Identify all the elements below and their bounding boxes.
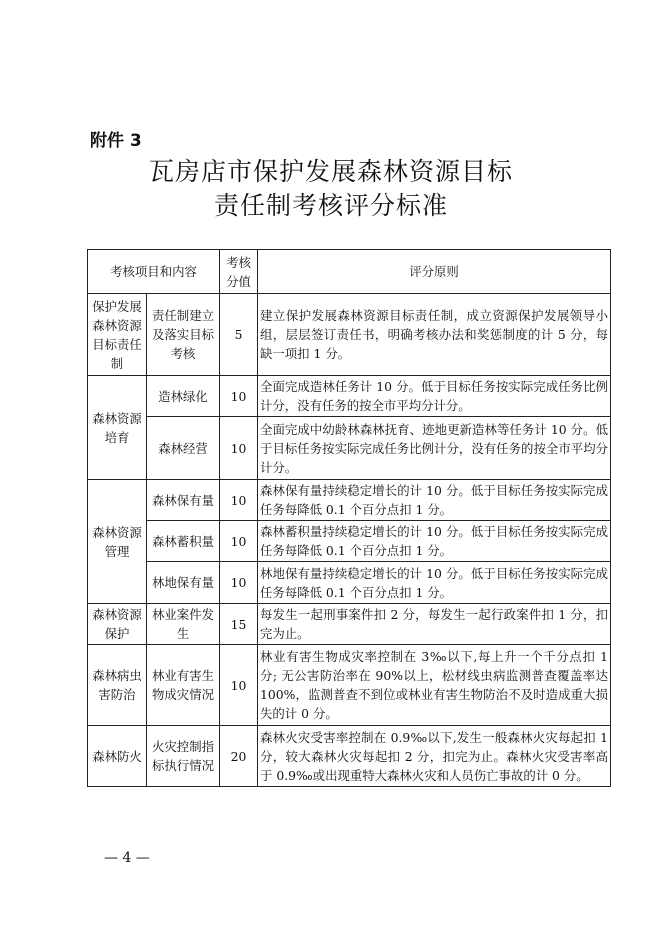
score-cell: 10: [220, 480, 258, 521]
item-cell: 林业案件发生: [147, 604, 220, 645]
table-row: [88, 645, 611, 726]
page-number: — 4 —: [104, 850, 150, 866]
item-cell: 森林经营: [147, 417, 220, 480]
score-cell: 10: [220, 645, 258, 726]
rule-cell: 林业有害生物成灾率控制在 3‰以下,每上升一个千分点扣 1 分; 无公害防治率在 90%以上，松材线虫病监测普查覆盖率达 100%，监测普查不到位或林业有害生物防治不及时造成重大损失的计 0 分。: [258, 645, 611, 726]
item-cell: 森林保有量: [147, 480, 220, 521]
item-cell: 责任制建立及落实目标考核: [147, 294, 220, 376]
rule-cell: 林地保有量持续稳定增长的计 10 分。低于目标任务按实际完成任务每降低 0.1 个百分点扣 1 分。: [258, 562, 611, 604]
item-cell: 森林蓄积量: [147, 521, 220, 562]
category-cell: 森林资源培育: [88, 376, 147, 480]
score-cell: 10: [220, 521, 258, 562]
rule-cell: 建立保护发展森林资源目标责任制，成立资源保护发展领导小组，层层签订责任书，明确考核办法和奖惩制度的计 5 分，每缺一项扣 1 分。: [258, 294, 611, 376]
table-row: [88, 480, 611, 521]
table-header-row: [88, 250, 611, 294]
rule-cell: 森林蓄积量持续稳定增长的计 10 分。低于目标任务按实际完成任务每降低 0.1 个百分点扣 1 分。: [258, 521, 611, 562]
table-row: [88, 417, 611, 480]
category-cell: 森林防火: [88, 726, 147, 787]
category-cell: 森林资源管理: [88, 480, 147, 604]
table-row: [88, 294, 611, 376]
attachment-label: 附件 3: [90, 131, 142, 151]
header-rule: 评分原则: [258, 250, 611, 294]
score-cell: 20: [220, 726, 258, 787]
category-cell: 保护发展森林资源目标责任制: [88, 294, 147, 376]
score-cell: 5: [220, 294, 258, 376]
rule-cell: 全面完成造林任务计 10 分。低于目标任务按实际完成任务比例计分，没有任务的按全市平均分计分。: [258, 376, 611, 417]
rule-cell: 森林保有量持续稳定增长的计 10 分。低于目标任务按实际完成任务每降低 0.1 个百分点扣 1 分。: [258, 480, 611, 521]
table-row: [88, 521, 611, 562]
score-cell: 15: [220, 604, 258, 645]
rule-cell: 森林火灾受害率控制在 0.9‰以下,发生一般森林火灾每起扣 1 分，较大森林火灾每起扣 2 分，扣完为止。森林火灾受害率高于 0.9‰或出现重特大森林火灾和人员伤亡事故的计 0 分。: [258, 726, 611, 787]
table-row: [88, 726, 611, 787]
scoring-table: [87, 249, 611, 787]
item-cell: 林业有害生物成灾情况: [147, 645, 220, 726]
score-cell: 10: [220, 417, 258, 480]
document-title-line1: 瓦房店市保护发展森林资源目标: [148, 157, 513, 186]
category-cell: 森林资源保护: [88, 604, 147, 645]
document-title-line2: 责任制考核评分标准: [213, 191, 448, 220]
rule-cell: 全面完成中幼龄林森林抚育、迹地更新造林等任务计 10 分。低于目标任务按实际完成任务比例计分，没有任务的按全市平均分计分。: [258, 417, 611, 480]
score-cell: 10: [220, 376, 258, 417]
header-item: 考核项目和内容: [88, 250, 220, 294]
category-cell: 森林病虫害防治: [88, 645, 147, 726]
item-cell: 造林绿化: [147, 376, 220, 417]
header-score: 考核分值: [220, 250, 258, 294]
item-cell: 火灾控制指标执行情况: [147, 726, 220, 787]
table-row: [88, 562, 611, 604]
item-cell: 林地保有量: [147, 562, 220, 604]
score-cell: 10: [220, 562, 258, 604]
table-row: [88, 376, 611, 417]
table-row: [88, 604, 611, 645]
rule-cell: 每发生一起刑事案件扣 2 分，每发生一起行政案件扣 1 分，扣完为止。: [258, 604, 611, 645]
